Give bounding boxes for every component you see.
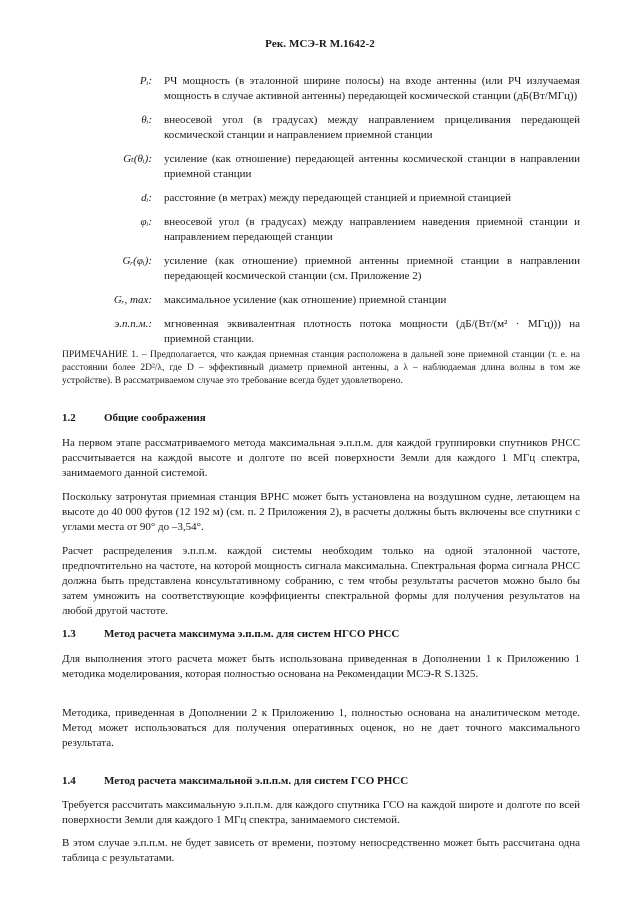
definition-text: внеосевой угол (в градусах) между направлением наведения приемной станции и направлением передающей станции [164, 216, 580, 243]
section-heading [62, 628, 580, 640]
section-number: 1.3 [62, 628, 76, 640]
definition-symbol: Gᵣ(φᵢ): [122, 255, 152, 267]
section-title: Метод расчета максимума э.п.п.м. для систем НГСО РНСС [104, 628, 400, 640]
definition-text: максимальное усиление (как отношение) приемной станции [164, 294, 447, 306]
definition-text: усиление (как отношение) передающей антенны космической станции в направлении приемной станции [164, 153, 580, 180]
note-paragraph: ПРИМЕЧАНИЕ 1. – Предполагается, что каждая приемная станция расположена в дальней зоне приемной станции (т. е. на расстоянии более 2D²/λ, где D – эффективный диаметр приемной антенны, а λ – наблюдаемая длина волны в том же устройстве). В рассматриваемом случае это требование всегда будет удовлетворено. [62, 350, 580, 386]
definition-item [62, 215, 580, 245]
definition-symbol: Gᵣ, max: [113, 294, 152, 306]
running-header: Рек. МСЭ-R M.1642-2 [265, 38, 375, 50]
section-number: 1.2 [62, 412, 76, 424]
definition-symbol: dᵢ: [141, 192, 152, 204]
definition-symbol: Pᵢ: [139, 75, 152, 87]
definitions-list [62, 74, 580, 356]
definition-item [62, 74, 580, 104]
body-paragraph: Для выполнения этого расчета может быть использована приведенная в Дополнении 1 к Приложению 1 методика моделирования, которая полностью основана на Рекомендации МСЭ-R S.1325. [62, 653, 580, 680]
body-paragraph: Требуется рассчитать максимальную э.п.п.м. для каждого спутника ГСО на каждой широте и долготе по всей поверхности Земли для каждого 1 МГц спектра, занимаемого системой. [62, 799, 580, 826]
body-paragraph: Методика, приведенная в Дополнении 2 к Приложению 1, полностью основана на аналитическом методе. Метод может использоваться для получения оперативных оценок, но не дает точного максимального результата. [62, 707, 580, 749]
definition-symbol: э.п.п.м.: [114, 318, 152, 330]
section-title: Метод расчета максимальной э.п.п.м. для систем ГСО РНСС [104, 775, 409, 787]
body-paragraph: В этом случае э.п.п.м. не будет зависеть от времени, поэтому непосредственно может быть рассчитана одна таблица с результатами. [62, 837, 580, 864]
section-title: Общие соображения [104, 412, 206, 424]
section-heading [62, 775, 580, 787]
definition-item [62, 191, 580, 206]
body-paragraph: Расчет распределения э.п.п.м. каждой системы необходим только на одной эталонной частоте, предпочтительно на частоте, на которой мощность сигнала максимальна. Спектральная форма сигнала РНСС должна быть представлена консультативному собранию, с тем чтобы результаты расчетов можно было бы затем умножить на соответствующие коэффициенты спектральной формы для получения результатов на любой другой частоте. [62, 545, 580, 617]
definition-text: РЧ мощность (в эталонной ширине полосы) на входе антенны (или РЧ излучаемая мощность в случае активной антенны) передающей космической станции (дБ(Вт/МГц)) [164, 75, 580, 102]
section-number: 1.4 [62, 775, 76, 787]
definition-text: расстояние (в метрах) между передающей станцией и приемной станцией [164, 192, 512, 204]
definition-text: усиление (как отношение) приемной антенны приемной станции в направлении передающей космической станции (см. Приложение 2) [164, 255, 580, 282]
definition-symbol: Gₜ(θᵢ): [123, 153, 152, 165]
definition-symbol: φᵢ: [140, 216, 152, 228]
definition-item [62, 293, 580, 308]
definition-text: мгновенная эквивалентная плотность потока мощности (дБ/(Вт/(м² · МГц))) на приемной станции. [164, 318, 580, 345]
definition-item [62, 254, 580, 284]
body-paragraph: Поскольку затронутая приемная станция ВРНС может быть установлена на воздушном судне, летающем на высоте до 40 000 футов (12 192 м) (см. п. 2 Приложения 2), в расчеты должны быть включены все спутники с углами места от 90° до –3,54°. [62, 491, 580, 533]
definition-symbol: θᵢ: [141, 114, 152, 126]
definition-item [62, 113, 580, 143]
definition-item [62, 317, 580, 347]
definition-text: внеосевой угол (в градусах) между направлением прицеливания передающей космической станции и направлением приемной станции [164, 114, 580, 141]
section-heading [62, 412, 580, 424]
body-paragraph: На первом этапе рассматриваемого метода максимальная э.п.п.м. для каждой группировки спутников РНСС рассчитывается на каждой высоте и долготе по всей поверхности Земли для каждого 1 МГц спектра, занимаемого данной системой. [62, 437, 580, 479]
definition-item [62, 152, 580, 182]
